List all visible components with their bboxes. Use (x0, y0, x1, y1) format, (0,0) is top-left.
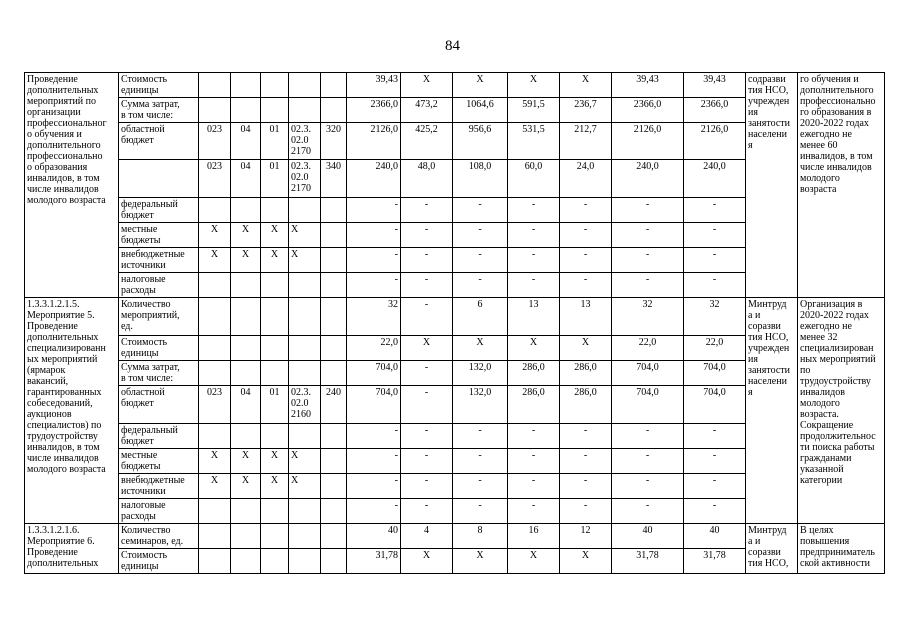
table-row (25, 298, 885, 336)
value-cell: 240,0 (347, 160, 401, 198)
value-cell: 591,5 (508, 98, 560, 123)
value-cell: - (401, 386, 453, 424)
value-cell: 8 (453, 524, 508, 549)
value-cell: - (508, 449, 560, 474)
value-cell: Х (453, 549, 508, 574)
page-number: 84 (445, 38, 460, 54)
value-cell: - (612, 474, 684, 499)
pr-cell (261, 361, 289, 386)
value-cell: Х (401, 73, 453, 98)
value-cell: - (684, 449, 746, 474)
rz-cell (231, 499, 261, 524)
result-cell: го обучения и дополнительного профессионально го образования в 2020-2022 годах ежегодно не менее 60 инвалидов, в том числе инвалидов молодого возраста (798, 73, 885, 298)
vr-cell (321, 499, 347, 524)
value-cell: - (347, 424, 401, 449)
value-cell: 24,0 (560, 160, 612, 198)
vr-cell (321, 424, 347, 449)
grbs-cell: 023 (199, 160, 231, 198)
value-cell: - (560, 449, 612, 474)
pr-cell: Х (261, 474, 289, 499)
rz-cell: 04 (231, 123, 261, 160)
value-cell: 16 (508, 524, 560, 549)
pr-cell (261, 298, 289, 336)
grbs-cell (199, 549, 231, 574)
value-cell: - (684, 499, 746, 524)
value-cell: 704,0 (684, 386, 746, 424)
indicator-cell (119, 160, 199, 198)
rz-cell (231, 361, 261, 386)
indicator-cell: Количество мероприятий, ед. (119, 298, 199, 336)
value-cell: - (560, 198, 612, 223)
value-cell: - (453, 248, 508, 273)
csr-cell: Х (289, 223, 321, 248)
pr-cell (261, 499, 289, 524)
value-cell: - (684, 248, 746, 273)
executor-cell: содразви тия НСО, учрежден ия занятости населени я (746, 73, 798, 298)
value-cell: 704,0 (612, 361, 684, 386)
vr-cell (321, 524, 347, 549)
value-cell: - (401, 248, 453, 273)
csr-cell (289, 524, 321, 549)
value-cell: - (684, 424, 746, 449)
value-cell: - (560, 223, 612, 248)
rz-cell (231, 524, 261, 549)
value-cell: Х (453, 336, 508, 361)
value-cell: 31,78 (347, 549, 401, 574)
value-cell: 1064,6 (453, 98, 508, 123)
pr-cell (261, 424, 289, 449)
pr-cell (261, 273, 289, 298)
event-name-cell: Проведение дополнительных мероприятий по организации профессиональног о обучения и дополнительного профессионально о образования инвалидов, в том числе инвалидов молодого возраста (25, 73, 119, 298)
rz-cell: Х (231, 223, 261, 248)
grbs-cell (199, 424, 231, 449)
value-cell: 22,0 (347, 336, 401, 361)
value-cell: - (453, 223, 508, 248)
value-cell: 240,0 (612, 160, 684, 198)
value-cell: - (508, 499, 560, 524)
grbs-cell (199, 361, 231, 386)
value-cell: - (684, 474, 746, 499)
value-cell: - (612, 223, 684, 248)
indicator-cell: внебюджетные источники (119, 248, 199, 273)
value-cell: - (401, 474, 453, 499)
rz-cell: 04 (231, 386, 261, 424)
value-cell: 13 (508, 298, 560, 336)
pr-cell: Х (261, 449, 289, 474)
value-cell: - (401, 499, 453, 524)
result-cell: Организация в 2020-2022 годах ежегодно не менее 32 специализирован ных мероприятий по трудоустройству инвалидов молодого возраста. Сокращение продолжительнос ти поиска работы гражданами указанной категории (798, 298, 885, 524)
csr-cell (289, 499, 321, 524)
value-cell: Х (560, 73, 612, 98)
value-cell: - (612, 424, 684, 449)
rz-cell (231, 273, 261, 298)
value-cell: - (560, 474, 612, 499)
vr-cell (321, 549, 347, 574)
value-cell: 704,0 (347, 361, 401, 386)
csr-cell (289, 73, 321, 98)
value-cell: - (401, 273, 453, 298)
indicator-cell: Стоимость единицы (119, 336, 199, 361)
value-cell: 236,7 (560, 98, 612, 123)
value-cell: 22,0 (612, 336, 684, 361)
indicator-cell: федеральный бюджет (119, 424, 199, 449)
grbs-cell (199, 524, 231, 549)
indicator-cell: налоговые расходы (119, 499, 199, 524)
value-cell: 31,78 (612, 549, 684, 574)
value-cell: - (401, 198, 453, 223)
value-cell: - (453, 499, 508, 524)
vr-cell: 240 (321, 386, 347, 424)
value-cell: Х (560, 549, 612, 574)
vr-cell (321, 273, 347, 298)
vr-cell (321, 248, 347, 273)
value-cell: 2366,0 (347, 98, 401, 123)
value-cell: - (612, 499, 684, 524)
indicator-cell: внебюджетные источники (119, 474, 199, 499)
value-cell: 704,0 (684, 361, 746, 386)
pr-cell: 01 (261, 123, 289, 160)
value-cell: - (453, 474, 508, 499)
grbs-cell: Х (199, 223, 231, 248)
value-cell: 39,43 (347, 73, 401, 98)
grbs-cell (199, 336, 231, 361)
indicator-cell: областной бюджет (119, 386, 199, 424)
indicator-cell: местные бюджеты (119, 449, 199, 474)
value-cell: 32 (612, 298, 684, 336)
value-cell: Х (401, 549, 453, 574)
indicator-cell: Сумма затрат, в том числе: (119, 361, 199, 386)
value-cell: 132,0 (453, 361, 508, 386)
value-cell: - (401, 223, 453, 248)
csr-cell (289, 424, 321, 449)
value-cell: 40 (684, 524, 746, 549)
value-cell: - (508, 424, 560, 449)
value-cell: 2126,0 (347, 123, 401, 160)
value-cell: 6 (453, 298, 508, 336)
value-cell: Х (508, 73, 560, 98)
value-cell: 12 (560, 524, 612, 549)
value-cell: - (560, 273, 612, 298)
rz-cell (231, 424, 261, 449)
csr-cell (289, 549, 321, 574)
pr-cell (261, 73, 289, 98)
vr-cell (321, 98, 347, 123)
csr-cell (289, 361, 321, 386)
rz-cell: 04 (231, 160, 261, 198)
csr-cell: 02.3. 02.0 2160 (289, 386, 321, 424)
grbs-cell: 023 (199, 386, 231, 424)
indicator-cell: Стоимость единицы (119, 73, 199, 98)
value-cell: 132,0 (453, 386, 508, 424)
rz-cell (231, 336, 261, 361)
grbs-cell (199, 298, 231, 336)
value-cell: - (347, 474, 401, 499)
pr-cell (261, 524, 289, 549)
event-name-cell: 1.3.3.1.2.1.6. Мероприятие 6. Проведение дополнительных (25, 524, 119, 574)
rz-cell (231, 549, 261, 574)
csr-cell (289, 98, 321, 123)
vr-cell (321, 336, 347, 361)
pr-cell (261, 549, 289, 574)
table-row (25, 524, 885, 549)
value-cell: - (684, 198, 746, 223)
value-cell: 956,6 (453, 123, 508, 160)
grbs-cell: 023 (199, 123, 231, 160)
rz-cell: Х (231, 449, 261, 474)
value-cell: - (453, 273, 508, 298)
grbs-cell (199, 499, 231, 524)
pr-cell: Х (261, 248, 289, 273)
vr-cell (321, 198, 347, 223)
value-cell: - (612, 449, 684, 474)
value-cell: 32 (347, 298, 401, 336)
value-cell: 286,0 (508, 361, 560, 386)
grbs-cell (199, 98, 231, 123)
value-cell: - (347, 248, 401, 273)
value-cell: 2126,0 (684, 123, 746, 160)
value-cell: Х (453, 73, 508, 98)
indicator-cell: Сумма затрат, в том числе: (119, 98, 199, 123)
value-cell: 39,43 (612, 73, 684, 98)
value-cell: - (612, 198, 684, 223)
value-cell: - (684, 223, 746, 248)
indicator-cell: Количество семинаров, ед. (119, 524, 199, 549)
value-cell: - (612, 273, 684, 298)
value-cell: - (401, 298, 453, 336)
pr-cell (261, 98, 289, 123)
value-cell: - (560, 424, 612, 449)
value-cell: - (453, 198, 508, 223)
vr-cell: 320 (321, 123, 347, 160)
table-row (25, 73, 885, 98)
result-cell: В целях повышения предприниматель ской активности (798, 524, 885, 574)
value-cell: 22,0 (684, 336, 746, 361)
value-cell: Х (508, 549, 560, 574)
value-cell: - (508, 474, 560, 499)
value-cell: 286,0 (560, 361, 612, 386)
vr-cell: 340 (321, 160, 347, 198)
value-cell: - (401, 424, 453, 449)
value-cell: - (453, 449, 508, 474)
grbs-cell: Х (199, 449, 231, 474)
csr-cell (289, 336, 321, 361)
rz-cell (231, 73, 261, 98)
grbs-cell (199, 273, 231, 298)
value-cell: 704,0 (347, 386, 401, 424)
vr-cell (321, 223, 347, 248)
vr-cell (321, 361, 347, 386)
value-cell: 60,0 (508, 160, 560, 198)
value-cell: - (347, 449, 401, 474)
vr-cell (321, 449, 347, 474)
value-cell: - (347, 273, 401, 298)
value-cell: 32 (684, 298, 746, 336)
event-name-cell: 1.3.3.1.2.1.5. Мероприятие 5. Проведение дополнительных специализированн ых мероприятий (ярмарок вакансий, гарантированных собеседований, аукционов специалистов) по трудоустройству инвалидов, в том числе инвалидов молодого возраста (25, 298, 119, 524)
executor-cell: Минтруд а и соразви тия НСО, (746, 524, 798, 574)
value-cell: - (560, 499, 612, 524)
indicator-cell: областной бюджет (119, 123, 199, 160)
value-cell: 212,7 (560, 123, 612, 160)
value-cell: 108,0 (453, 160, 508, 198)
csr-cell (289, 273, 321, 298)
value-cell: 531,5 (508, 123, 560, 160)
value-cell: 31,78 (684, 549, 746, 574)
indicator-cell: местные бюджеты (119, 223, 199, 248)
indicator-cell: налоговые расходы (119, 273, 199, 298)
value-cell: 40 (612, 524, 684, 549)
rz-cell: Х (231, 248, 261, 273)
grbs-cell: Х (199, 474, 231, 499)
value-cell: - (560, 248, 612, 273)
vr-cell (321, 73, 347, 98)
pr-cell: 01 (261, 386, 289, 424)
value-cell: - (347, 499, 401, 524)
value-cell: 13 (560, 298, 612, 336)
csr-cell: Х (289, 248, 321, 273)
value-cell: - (508, 273, 560, 298)
value-cell: - (684, 273, 746, 298)
value-cell: - (453, 424, 508, 449)
pr-cell: 01 (261, 160, 289, 198)
rz-cell (231, 298, 261, 336)
value-cell: - (347, 198, 401, 223)
value-cell: 48,0 (401, 160, 453, 198)
value-cell: 2126,0 (612, 123, 684, 160)
value-cell: 39,43 (684, 73, 746, 98)
value-cell: 704,0 (612, 386, 684, 424)
value-cell: 286,0 (560, 386, 612, 424)
indicator-cell: Стоимость единицы (119, 549, 199, 574)
value-cell: - (508, 198, 560, 223)
value-cell: 4 (401, 524, 453, 549)
value-cell: 2366,0 (684, 98, 746, 123)
indicator-cell: федеральный бюджет (119, 198, 199, 223)
rz-cell: Х (231, 474, 261, 499)
value-cell: Х (508, 336, 560, 361)
csr-cell: Х (289, 474, 321, 499)
csr-cell (289, 298, 321, 336)
value-cell: 2366,0 (612, 98, 684, 123)
value-cell: - (347, 223, 401, 248)
value-cell: 240,0 (684, 160, 746, 198)
value-cell: Х (401, 336, 453, 361)
value-cell: 286,0 (508, 386, 560, 424)
value-cell: - (612, 248, 684, 273)
value-cell: - (401, 449, 453, 474)
rz-cell (231, 98, 261, 123)
rz-cell (231, 198, 261, 223)
csr-cell (289, 198, 321, 223)
pr-cell: Х (261, 223, 289, 248)
vr-cell (321, 474, 347, 499)
value-cell: - (508, 223, 560, 248)
csr-cell: 02.3. 02.0 2170 (289, 160, 321, 198)
vr-cell (321, 298, 347, 336)
value-cell: 40 (347, 524, 401, 549)
program-table (24, 72, 885, 574)
value-cell: - (508, 248, 560, 273)
value-cell: - (401, 361, 453, 386)
table-body (25, 73, 885, 574)
csr-cell: Х (289, 449, 321, 474)
grbs-cell: Х (199, 248, 231, 273)
csr-cell: 02.3. 02.0 2170 (289, 123, 321, 160)
grbs-cell (199, 73, 231, 98)
value-cell: 473,2 (401, 98, 453, 123)
grbs-cell (199, 198, 231, 223)
pr-cell (261, 336, 289, 361)
value-cell: Х (560, 336, 612, 361)
value-cell: 425,2 (401, 123, 453, 160)
pr-cell (261, 198, 289, 223)
executor-cell: Минтруд а и соразви тия НСО, учрежден ия занятости населени я (746, 298, 798, 524)
